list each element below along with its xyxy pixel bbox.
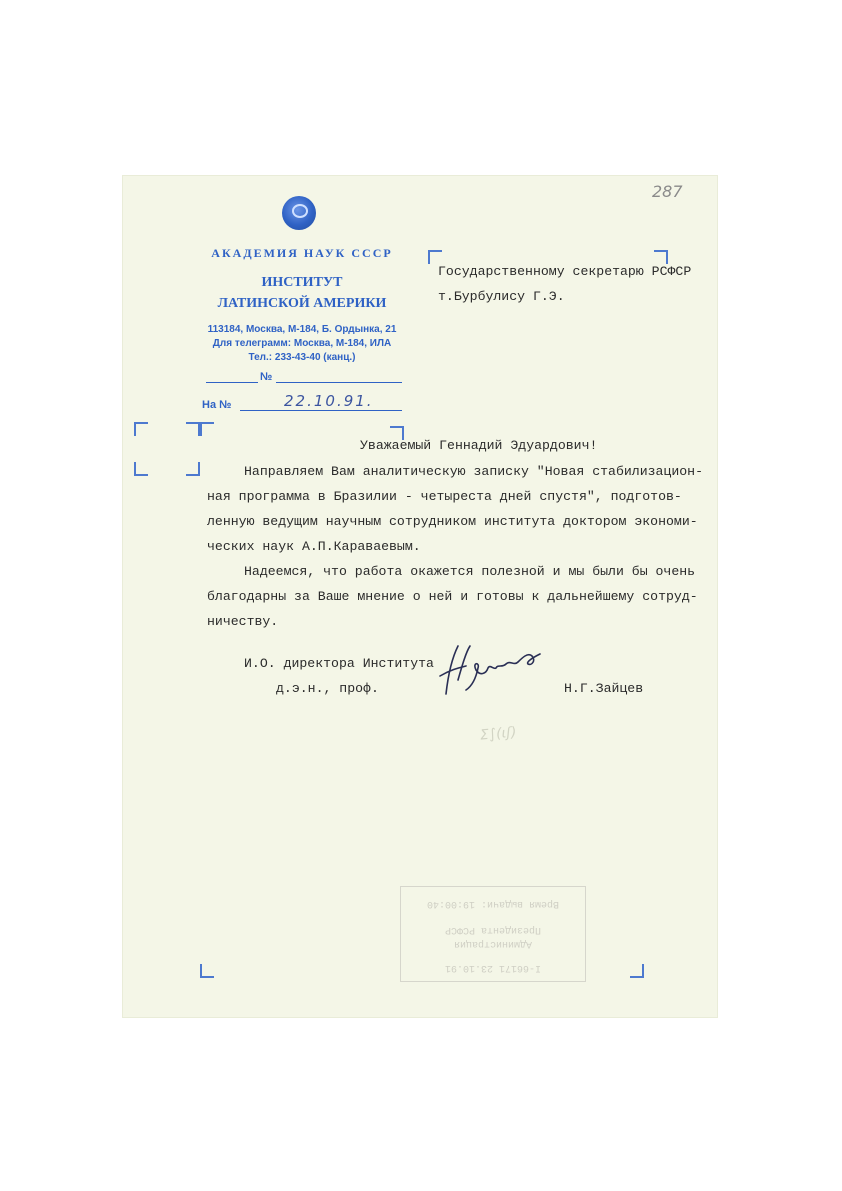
recipient-line1: Государственному секретарю РСФСР [438, 264, 692, 279]
reply-number-label: На № [202, 399, 232, 411]
body-p2-line2: благодарны за Ваше мнение о ней и готовы к дальнейшему сотруд- [207, 589, 698, 604]
letterhead-institute-line2: ЛАТИНСКОЙ АМЕРИКИ [217, 296, 387, 311]
letterhead-institute-line1: ИНСТИТУТ [261, 275, 343, 290]
stamp-line1: I-66171 23.10.91 [445, 962, 542, 973]
outgoing-number-label: № [260, 371, 273, 383]
handwritten-signature [436, 640, 556, 700]
signatory-title-line1: И.О. директора Института [244, 656, 434, 671]
reply-number-line [240, 410, 402, 411]
faint-ghost-note: Σ∫(ιʃ) [479, 724, 518, 744]
greeting: Уважаемый Геннадий Эдуардович! [360, 438, 598, 453]
fold-mark-bottom-left [200, 964, 214, 978]
address-bracket-top-right [654, 250, 668, 264]
ussr-emblem-icon [282, 196, 316, 230]
handwritten-reply-date: 22.10.91. [284, 392, 374, 410]
stamp-line4: Время выдачи: 19:00:40 [426, 898, 560, 909]
outgoing-number-line-right [276, 382, 402, 383]
body-p2-line3: ничеству. [207, 614, 279, 629]
letterhead-academy: АКАДЕМИЯ НАУК СССР [211, 246, 393, 260]
fold-mark-mid-right [186, 462, 200, 476]
handwritten-page-number: 287 [652, 182, 683, 201]
fold-mark-mid-left [134, 462, 148, 476]
signatory-title-line2: д.э.н., проф. [276, 681, 379, 696]
letterhead-address: 113184, Москва, М-184, Б. Ордынка, 21 [207, 324, 397, 335]
stamp-line3: Президента РСФСР [445, 924, 542, 935]
body-p2-line1: Надеемся, что работа окажется полезной и мы были бы очень [244, 564, 696, 579]
letterhead-telegram: Для телеграмм: Москва, М-184, ИЛА [212, 338, 392, 349]
signatory-name: Н.Г.Зайцев [564, 681, 644, 696]
body-p1-line4: ческих наук А.П.Караваевым. [207, 539, 421, 554]
body-p1-line1: Направляем Вам аналитическую записку "Новая стабилизацион- [244, 464, 703, 479]
body-p1-line2: ная программа в Бразилии - четыреста дней спустя", подготов- [207, 489, 682, 504]
fold-mark-top-mid-a [186, 422, 200, 436]
body-p1-line3: ленную ведущим научным сотрудником института доктором экономи- [207, 514, 698, 529]
registration-stamp [400, 886, 586, 982]
stamp-line2: Администрация [454, 938, 533, 949]
letterhead-phone: Тел.: 233-43-40 (канц.) [248, 352, 356, 363]
fold-mark-bottom-right [630, 964, 644, 978]
recipient-line2: т.Бурбулису Г.Э. [438, 289, 565, 304]
outgoing-number-line-left [206, 382, 258, 383]
fold-mark-top-mid-b [200, 422, 214, 436]
fold-mark-top-left [134, 422, 148, 436]
address-bracket-top-left [428, 250, 442, 264]
